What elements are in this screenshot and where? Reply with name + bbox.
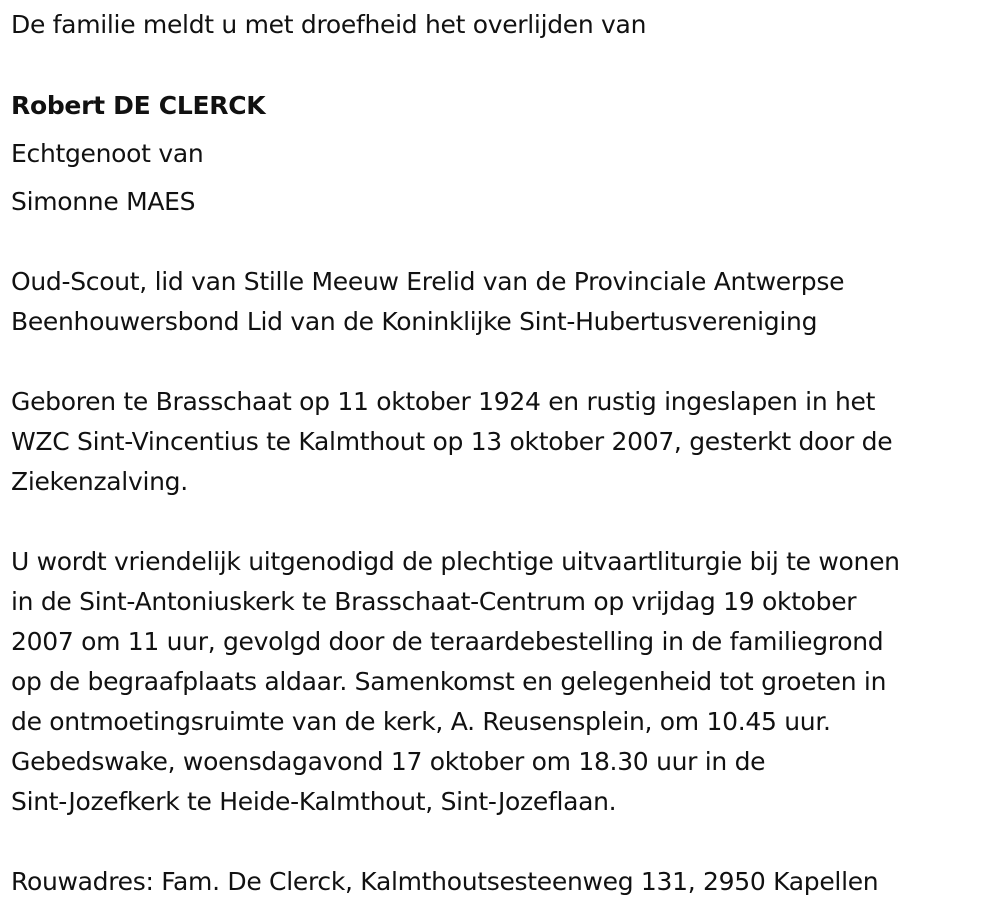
deceased-name: Robert DE CLERCK (11, 91, 266, 120)
birth-death-line: WZC Sint-Vincentius te Kalmthout op 13 oktober 2007, gesterkt door de (11, 427, 893, 456)
birth-death-line: Ziekenzalving. (11, 467, 188, 496)
funeral-line: Gebedswake, woensdagavond 17 oktober om 18.30 uur in de (11, 747, 766, 776)
funeral-line: op de begraafplaats aldaar. Samenkomst en gelegenheid tot groeten in (11, 667, 887, 696)
mourning-address: Rouwadres: Fam. De Clerck, Kalmthoutsesteenweg 131, 2950 Kapellen (11, 867, 879, 896)
funeral-line: 2007 om 11 uur, gevolgd door de teraardebestelling in de familiegrond (11, 627, 884, 656)
intro-text: De familie meldt u met droefheid het overlijden van (11, 10, 647, 39)
memberships-line: Oud-Scout, lid van Stille Meeuw Erelid van de Provinciale Antwerpse (11, 267, 845, 296)
funeral-line: de ontmoetingsruimte van de kerk, A. Reusensplein, om 10.45 uur. (11, 707, 831, 736)
funeral-line: in de Sint-Antoniuskerk te Brasschaat-Centrum op vrijdag 19 oktober (11, 587, 857, 616)
memberships-line: Beenhouwersbond Lid van de Koninklijke Sint-Hubertusvereniging (11, 307, 818, 336)
relation-text: Echtgenoot van (11, 139, 204, 168)
funeral-line: U wordt vriendelijk uitgenodigd de plechtige uitvaartliturgie bij te wonen (11, 547, 900, 576)
funeral-line: Sint-Jozefkerk te Heide-Kalmthout, Sint-Jozeflaan. (11, 787, 617, 816)
spouse-name: Simonne MAES (11, 187, 196, 216)
birth-death-line: Geboren te Brasschaat op 11 oktober 1924 en rustig ingeslapen in het (11, 387, 876, 416)
